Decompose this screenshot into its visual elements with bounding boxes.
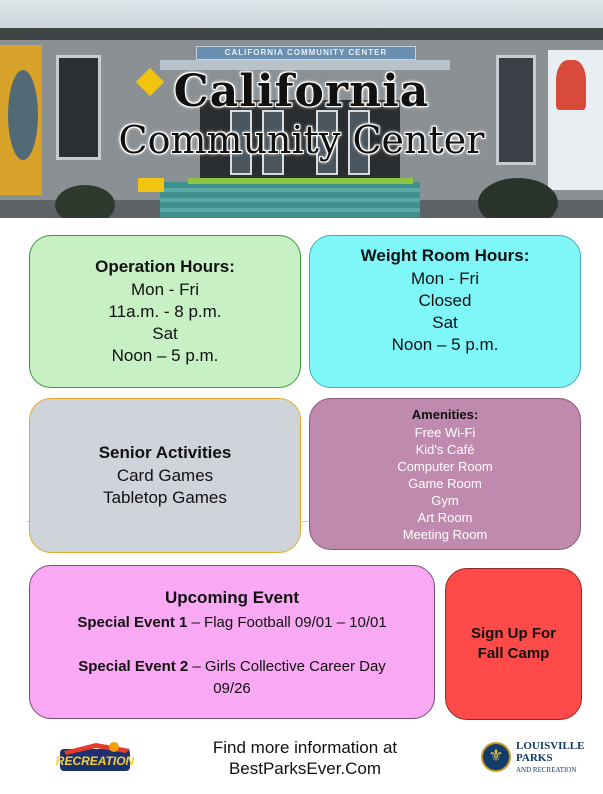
signup-line: Fall Camp [477, 645, 550, 662]
signup-line: Sign Up For [471, 625, 556, 642]
entrance-steps [160, 182, 420, 218]
amenity-item: Game Room [408, 476, 482, 491]
louisville-line: LOUISVILLE [516, 740, 585, 752]
amenity-item: Kid's Café [415, 442, 475, 457]
senior-activity-item: Card Games [116, 465, 214, 485]
upcoming-event-card [29, 565, 435, 719]
website-link[interactable]: BestParksEver.Com [228, 759, 382, 778]
operation-hours-line: Noon – 5 p.m. [111, 345, 219, 365]
weight-room-line: Noon – 5 p.m. [391, 335, 499, 354]
event-2-detail: – Girls Collective Career Day [188, 658, 386, 675]
amenity-item: Computer Room [397, 459, 493, 474]
page-subtitle: Community Center [118, 118, 485, 162]
recreation-line: AND RECREATION [516, 766, 577, 774]
weight-room-line: Closed [418, 291, 472, 310]
page-title: California [173, 66, 430, 117]
hero-photo [0, 0, 603, 218]
yellow-sign-icon [138, 178, 164, 192]
louisville-parks-name [516, 740, 584, 776]
event-2-name: Special Event 2 [78, 658, 189, 675]
weight-room-card [309, 235, 581, 388]
senior-activity-item: Tabletop Games [103, 487, 227, 507]
green-railing [188, 178, 413, 184]
event-2 [78, 656, 386, 678]
amenities-heading: Amenities: [411, 407, 479, 422]
amenity-item: Meeting Room [402, 527, 488, 542]
bush-left [55, 185, 115, 218]
weight-room-line: Sat [432, 313, 458, 332]
weight-room-heading: Weight Room Hours: [360, 246, 530, 265]
recreation-logo-text: RECREATION [56, 754, 134, 768]
amenity-item: Gym [431, 493, 459, 508]
amenity-item: Free Wi-Fi [414, 425, 476, 440]
amenities-card [309, 398, 581, 550]
ball-icon [109, 742, 119, 752]
upcoming-event-heading: Upcoming Event [164, 588, 300, 607]
operation-hours-line: Sat [152, 323, 178, 343]
event-1-detail: – Flag Football 09/01 – 10/01 [187, 614, 387, 631]
senior-activities-card [29, 398, 301, 553]
footer-line: Find more information at [212, 738, 398, 757]
operation-hours-heading: Operation Hours: [95, 256, 235, 276]
amenity-item: Art Room [417, 510, 473, 525]
operation-hours-line: Mon - Fri [131, 279, 199, 299]
weight-room-line: Mon - Fri [411, 269, 479, 288]
fleur-de-lis-icon [481, 742, 511, 772]
building-sign: CALIFORNIA COMMUNITY CENTER [196, 46, 416, 60]
event-1 [77, 612, 386, 634]
event-2-date: 09/26 [213, 680, 251, 697]
operation-hours-line: 11a.m. - 8 p.m. [108, 301, 222, 321]
louisville-parks-logo [481, 740, 591, 776]
event-1-name: Special Event 1 [77, 614, 188, 631]
operation-hours-card [29, 235, 301, 388]
parks-line: PARKS [516, 752, 553, 764]
signup-fall-camp-button[interactable] [445, 568, 582, 720]
footer-info [190, 737, 420, 779]
senior-activities-heading: Senior Activities [98, 442, 232, 462]
recreation-logo [56, 739, 134, 777]
